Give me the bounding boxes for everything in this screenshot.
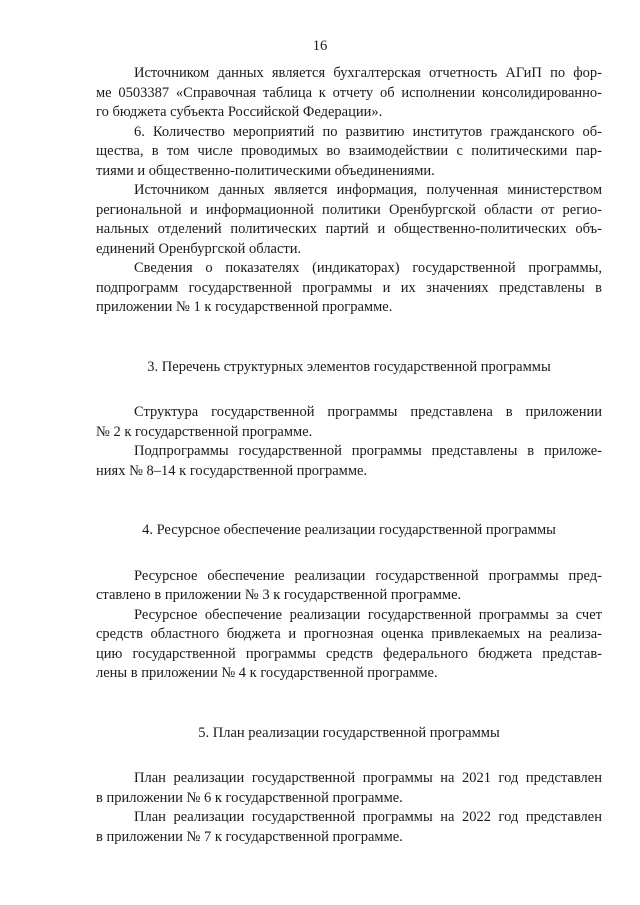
text-line: единений Оренбургской области. [96,240,302,257]
text-line: План реализации государственной программы на 2022 год представлен [134,809,602,825]
text-line: ставлено в приложении № 3 к государственной программе. [96,587,462,603]
text-line: Источником данных является бухгалтерская отчетность АГиП по фор- [134,65,602,81]
paragraph [96,123,602,182]
text-line: щества, в том числе проводимых во взаимодействии с политическими пар- [96,143,602,159]
text-line: тиями и общественно-политическими объединениями. [96,162,435,179]
paragraph [96,403,602,442]
text-line: нальных отделений политических партий и общественно-политических объ- [96,221,602,237]
paragraph [96,567,602,606]
paragraph [96,769,602,808]
text-line: лены в приложении № 4 к государственной программе. [96,665,438,681]
text-line: Источником данных является информация, полученная министерством [134,182,602,198]
text-line: ниях № 8–14 к государственной программе. [96,462,368,479]
text-line: ме 0503387 «Справочная таблица к отчету об исполнении консолидированно- [96,84,602,101]
paragraph [96,259,602,318]
text-line: средств областного бюджета и прогнозная оценка привлекаемых на реализа- [96,626,602,642]
text-line: Ресурсное обеспечение реализации государственной программы за счет [134,606,602,623]
paragraph [96,606,602,684]
page-number: 16 [312,38,328,54]
text-line: цию государственной программы средств федерального бюджета представ- [96,645,602,662]
text-line: Структура государственной программы представлена в приложении [134,404,602,420]
text-line: Сведения о показателях (индикаторах) государственной программы, [134,260,602,276]
text-line: региональной и информационной политики Оренбургской области от регио- [96,201,602,218]
paragraph [96,181,602,259]
section-heading: 4. Ресурсное обеспечение реализации государственной программы [142,522,556,538]
text-line: в приложении № 7 к государственной программе. [96,828,403,845]
text-line: приложении № 1 к государственной программе. [96,299,393,315]
document-body [96,64,602,847]
paragraph [96,808,602,847]
text-line: в приложении № 6 к государственной программе. [96,789,403,806]
section-heading: 5. План реализации государственной программы [198,724,500,741]
text-line: № 2 к государственной программе. [96,423,313,440]
text-line: 6. Количество мероприятий по развитию институтов гражданского об- [134,123,602,140]
text-line: подпрограмм государственной программы и их значениях представлены в [96,279,602,296]
text-line: Подпрограммы государственной программы представлены в приложе- [134,443,602,459]
paragraph [96,64,602,123]
section-heading: 3. Перечень структурных элементов государственной программы [147,358,551,375]
text-line: го бюджета субъекта Российской Федерации». [96,104,383,120]
text-line: Ресурсное обеспечение реализации государственной программы пред- [134,567,602,584]
paragraph [96,442,602,481]
text-line: План реализации государственной программы на 2021 год представлен [134,770,602,786]
